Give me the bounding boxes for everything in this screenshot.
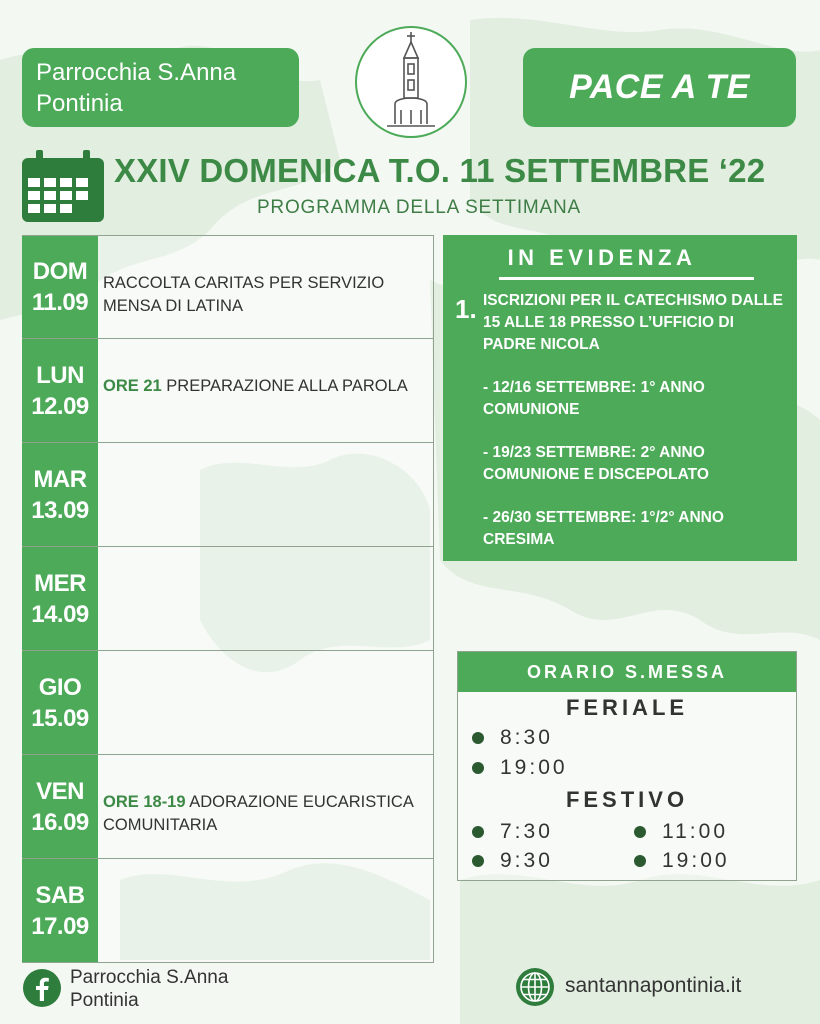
mass-time: [472, 756, 568, 780]
day-label: [22, 651, 98, 754]
highlights-title: IN EVIDENZA: [507, 245, 697, 270]
facebook-line1: Parrocchia S.Anna: [70, 967, 229, 988]
mass-time-text: 9:30: [500, 849, 553, 872]
day-name: DOM: [32, 258, 88, 285]
globe-icon: [515, 967, 555, 1007]
day-event: [98, 547, 434, 650]
day-row: [22, 651, 434, 755]
bullet-icon: [472, 826, 484, 838]
mass-schedule-panel: [457, 651, 797, 881]
day-date: 16.09: [31, 808, 89, 836]
parish-name-line2: Pontinia: [36, 90, 123, 117]
bullet-icon: [634, 826, 646, 838]
day-name: VEN: [36, 777, 84, 805]
highlight-item: - 12/16 SETTEMBRE: 1° ANNO COMUNIONE: [483, 379, 705, 418]
day-name: MER: [34, 569, 86, 597]
day-row: [22, 339, 434, 443]
day-label: [22, 755, 98, 858]
mass-schedule-title: ORARIO S.MESSA: [458, 652, 796, 692]
page-subtitle: PROGRAMMA DELLA SETTIMANA: [256, 197, 582, 218]
highlight-number: 1.: [455, 294, 477, 324]
day-name: GIO: [38, 673, 82, 701]
page-title: XXIV DOMENICA T.O. 11 SETTEMBRE ‘22: [114, 152, 766, 189]
day-event: [98, 339, 434, 442]
motto-box: [523, 48, 796, 127]
parish-name-box: [22, 48, 299, 127]
website-link[interactable]: santannapontinia.it: [565, 974, 742, 997]
highlights-divider: [499, 277, 754, 280]
day-label: [22, 339, 98, 442]
facebook-line2: Pontinia: [70, 990, 139, 1011]
day-row: [22, 547, 434, 651]
mass-time: [472, 849, 553, 873]
mass-time-text: 8:30: [500, 726, 553, 749]
parish-name-line1: Parrocchia S.Anna: [36, 59, 237, 86]
mass-time: [472, 726, 553, 750]
event-text: RACCOLTA CARITAS PER SERVIZIO MENSA DI LATINA: [103, 274, 385, 315]
day-event: [98, 236, 434, 338]
bullet-icon: [472, 855, 484, 867]
mass-time-text: 7:30: [500, 820, 553, 843]
event-time: ORE 21: [103, 377, 162, 395]
day-name: MAR: [33, 465, 87, 493]
day-name: LUN: [36, 361, 84, 389]
highlight-item: ISCRIZIONI PER IL CATECHISMO DALLE 15 ALLE 18 PRESSO L’UFFICIO DI PADRE NICOLA: [483, 292, 783, 353]
facebook-icon[interactable]: [22, 968, 62, 1008]
mass-time-text: 11:00: [662, 820, 728, 843]
day-label: [22, 443, 98, 546]
day-name: SAB: [35, 881, 85, 909]
day-date: 13.09: [31, 496, 89, 524]
event-text: ADORAZIONE EUCARISTICA COMUNITARIA: [103, 793, 413, 834]
highlight-item: - 19/23 SETTEMBRE: 2° ANNO COMUNIONE E DISCEPOLATO: [483, 444, 709, 483]
calendar-icon: [22, 150, 104, 222]
weekly-schedule: [22, 235, 434, 963]
day-event: [98, 859, 434, 962]
day-date: 11.09: [31, 289, 89, 316]
day-date: 15.09: [31, 704, 89, 732]
day-date: 14.09: [31, 600, 89, 628]
highlights-list: [483, 290, 791, 572]
mass-time-text: 19:00: [500, 756, 568, 779]
highlight-item: - 26/30 SETTEMBRE: 1°/2° ANNO CRESIMA: [483, 509, 724, 548]
facebook-link[interactable]: [70, 966, 228, 1012]
event-time: ORE 18-19: [103, 793, 186, 811]
day-row: [22, 443, 434, 547]
day-event: [98, 755, 434, 858]
bullet-icon: [472, 732, 484, 744]
holiday-label: FESTIVO: [565, 787, 689, 812]
day-row: [22, 755, 434, 859]
day-event: [98, 443, 434, 546]
highlights-panel: [443, 235, 797, 561]
mass-time: [472, 820, 553, 844]
day-label: [22, 236, 98, 338]
bullet-icon: [634, 855, 646, 867]
day-row: [22, 235, 434, 339]
motto-text: PACE A TE: [569, 68, 750, 106]
bullet-icon: [472, 762, 484, 774]
day-label: [22, 547, 98, 650]
day-row: [22, 859, 434, 963]
mass-time-text: 19:00: [662, 849, 730, 872]
church-logo: [355, 26, 467, 138]
day-label: [22, 859, 98, 962]
mass-time: [634, 820, 728, 844]
day-date: 12.09: [31, 392, 89, 420]
event-text: PREPARAZIONE ALLA PAROLA: [161, 377, 408, 395]
day-event: [98, 651, 434, 754]
weekday-label: FERIALE: [565, 695, 689, 720]
day-date: 17.09: [31, 912, 89, 940]
mass-time: [634, 849, 730, 873]
